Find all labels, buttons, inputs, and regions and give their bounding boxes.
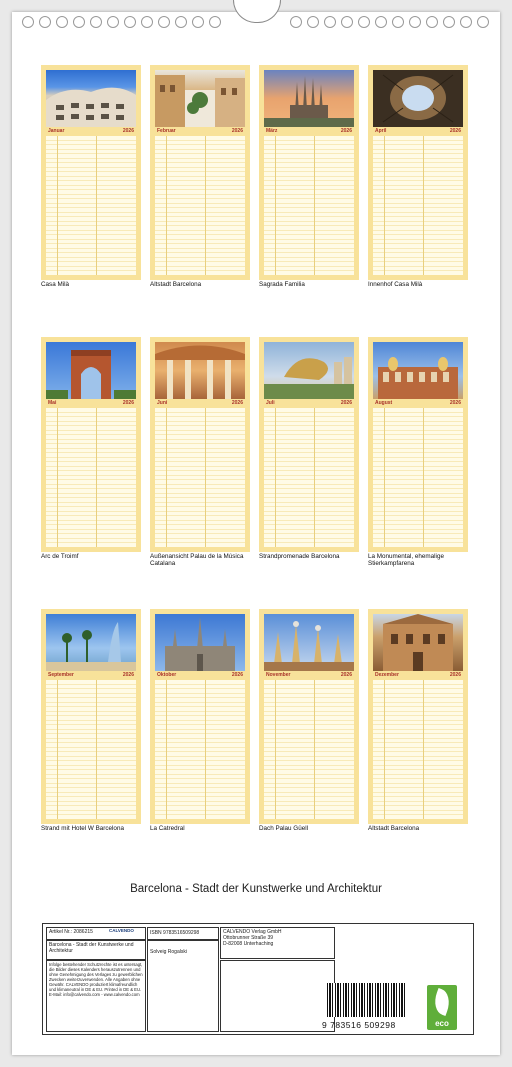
photo-la-monumental [373, 342, 463, 399]
binding-holes-right [290, 16, 494, 28]
month-year: 2026 [340, 400, 352, 406]
month-name: Juli [266, 400, 275, 406]
caption: La Catredral [150, 825, 185, 832]
day-rows [46, 136, 136, 275]
caption: Strand mit Hotel W Barcelona [41, 825, 124, 832]
publisher-city: D-82008 Unterhaching [223, 941, 274, 947]
month-panel-juni [150, 337, 250, 552]
month-year: 2026 [122, 400, 134, 406]
photo-altstadt-dezember [373, 614, 463, 671]
month-year: 2026 [122, 672, 134, 678]
month-panel-oktober [150, 609, 250, 824]
day-rows [264, 680, 354, 819]
calendar-title: Barcelona - Stadt der Kunstwerke und Architektur [130, 883, 382, 895]
info-empty-cell [220, 960, 335, 1032]
month-year: 2026 [122, 128, 134, 134]
legal-notice: Infolge bestehender Schutzrechte ist es untersagt, die Bilder dieses Kalenders herauszutrennen und ohne Genehmigung des Verlages zu gewerblichen Zwecken weiterzuverwenden. Alle Angaben ohne Gewähr. CALVENDO produziert klimafreundlich und klimaneutral in DE & EU. Printed in DE & EU. E-Mail: info@calvendo.com - www.calvendo.com [46, 960, 146, 1032]
month-panel-mai [41, 337, 141, 552]
month-panel-november [259, 609, 359, 824]
calvendo-logo: CALVENDO [109, 928, 134, 933]
month-panel-maerz [259, 65, 359, 280]
author: Solveig Rogalski [147, 940, 219, 1032]
caption: Außenansicht Palau de la Música Catalana [150, 553, 244, 567]
caption: Dach Palau Güell [259, 825, 309, 832]
day-rows [155, 136, 245, 275]
barcode-number: 9 783516 509298 [322, 1020, 396, 1030]
photo-arc-de-triomf [46, 342, 136, 399]
caption: Strandpromenade Barcelona [259, 553, 340, 560]
photo-casa-mila [46, 70, 136, 127]
month-panel-februar [150, 65, 250, 280]
month-name: August [375, 400, 393, 406]
day-rows [264, 408, 354, 547]
photo-dach-palau-gueell [264, 614, 354, 671]
publisher-street: Ottobrunner Straße 39 [223, 935, 274, 941]
day-rows [155, 680, 245, 819]
eco-label: eco [435, 1019, 449, 1028]
publisher-address [220, 927, 335, 959]
leaf-icon [430, 988, 453, 1016]
photo-strandpromenade [264, 342, 354, 399]
day-rows [46, 680, 136, 819]
month-year: 2026 [340, 672, 352, 678]
binding-holes-left [22, 16, 226, 28]
month-name: April [375, 128, 387, 134]
month-year: 2026 [340, 128, 352, 134]
month-name: Februar [157, 128, 176, 134]
product-title: Barcelona - Stadt der Kunstwerke und Architektur [46, 940, 146, 960]
caption: Altstadt Barcelona [368, 825, 420, 832]
month-name: Juni [157, 400, 168, 406]
day-rows [46, 408, 136, 547]
caption: Altstadt Barcelona [150, 281, 202, 288]
day-rows [373, 136, 463, 275]
caption: La Monumental, ehemalige Stierkampfarena [368, 553, 444, 567]
month-name: November [266, 672, 291, 678]
month-year: 2026 [449, 128, 461, 134]
month-panel-september [41, 609, 141, 824]
day-rows [264, 136, 354, 275]
publisher-name: CALVENDO Verlag GmbH [223, 929, 282, 935]
article-number-text: Artikel Nr.: 2086215 [49, 929, 93, 935]
month-name: September [48, 672, 74, 678]
caption: Casa Milà [41, 281, 69, 288]
day-rows [373, 408, 463, 547]
photo-palau-musica [155, 342, 245, 399]
photo-sagrada-familia [264, 70, 354, 127]
photo-strand-hotel-w [46, 614, 136, 671]
month-panel-august [368, 337, 468, 552]
month-year: 2026 [449, 672, 461, 678]
product-info-box [42, 923, 474, 1035]
barcode [327, 983, 405, 1017]
day-rows [373, 680, 463, 819]
month-name: Mai [48, 400, 57, 406]
month-panel-juli [259, 337, 359, 552]
month-panel-april [368, 65, 468, 280]
photo-altstadt [155, 70, 245, 127]
month-name: Januar [48, 128, 65, 134]
caption: Sagrada Familia [259, 281, 305, 288]
month-year: 2026 [231, 672, 243, 678]
month-name: Oktober [157, 672, 177, 678]
photo-innenhof-casa-mila [373, 70, 463, 127]
month-name: Dezember [375, 672, 399, 678]
month-panel-januar [41, 65, 141, 280]
month-year: 2026 [449, 400, 461, 406]
day-rows [155, 408, 245, 547]
month-panel-dezember [368, 609, 468, 824]
caption: Innenhof Casa Milà [368, 281, 423, 288]
month-name: März [266, 128, 278, 134]
eco-badge [427, 985, 457, 1030]
month-year: 2026 [231, 128, 243, 134]
isbn: ISBN 9783516509298 [147, 927, 219, 940]
photo-la-catedral [155, 614, 245, 671]
caption: Arc de Troimf [41, 553, 79, 560]
month-year: 2026 [231, 400, 243, 406]
